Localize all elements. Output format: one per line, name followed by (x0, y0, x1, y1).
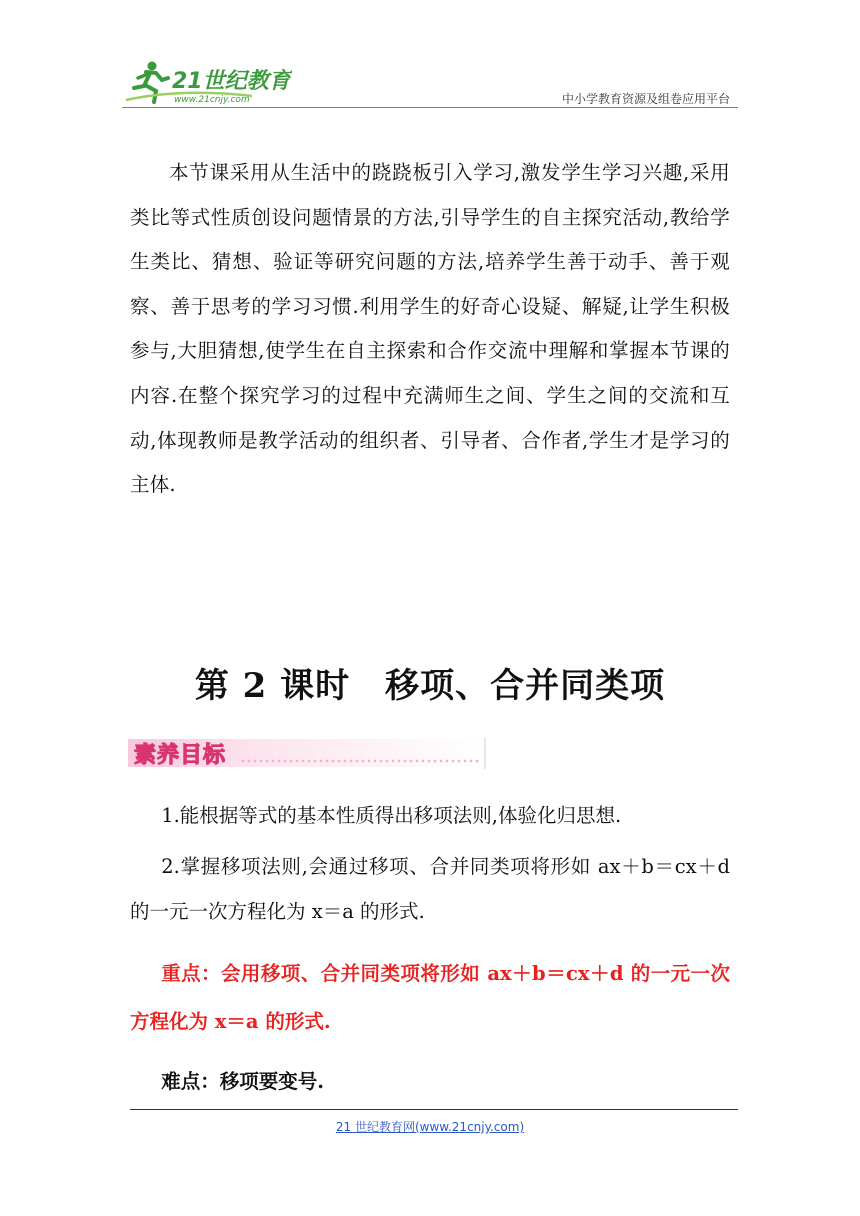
logo-url: www.21cnjy.com (174, 95, 250, 105)
lesson-title: 第 2 课时 移项、合并同类项 (194, 666, 666, 706)
logo-wordmark: 21世纪教育 (172, 69, 291, 94)
intro-paragraph: 本节课采用从生活中的跷跷板引入学习,激发学生学习兴趣,采用类比等式性质创设问题情景的方法,引导学生的自主探究活动,教给学生类比、猜想、验证等研究问题的方法,培养学生善于动手、善于观察、善于思考的学习习惯.利用学生的好奇心设疑、解疑,让学生积极参与,大胆猜想,使学生在自主探索和合作交流中理解和掌握本节课的内容.在整个探究学习的过程中充满师生之间、学生之间的交流和互动,体现教师是教学活动的组织者、引导者、合作者,学生才是学习的主体. (130, 161, 730, 497)
page-header (122, 52, 738, 108)
banner-dots (240, 759, 480, 763)
banner-edge (484, 737, 486, 769)
footer-divider (130, 1109, 738, 1110)
key-point: 重点：会用移项、合并同类项将形如 ax＋b＝cx＋d 的一元一次方程化为 x＝a 的形式. (130, 962, 730, 1033)
objective-item: 1.能根据等式的基本性质得出移项法则,体验化归思想. (161, 804, 622, 827)
objective-item: 2.掌握移项法则,会通过移项、合并同类项将形如 ax＋b＝cx＋d 的一元一次方程化为 x＝a 的形式. (130, 855, 730, 923)
difficulty-point: 难点：移项要变号. (161, 1070, 324, 1093)
site-logo[interactable] (122, 58, 292, 108)
banner-label: 素养目标 (134, 743, 227, 768)
section-banner (128, 737, 486, 769)
header-divider (122, 107, 738, 108)
platform-tagline: 中小学教育资源及组卷应用平台 (561, 92, 730, 106)
footer-link[interactable]: 21 世纪教育网(www.21cnjy.com) (335, 1120, 525, 1134)
runner-logo-icon (122, 58, 292, 108)
